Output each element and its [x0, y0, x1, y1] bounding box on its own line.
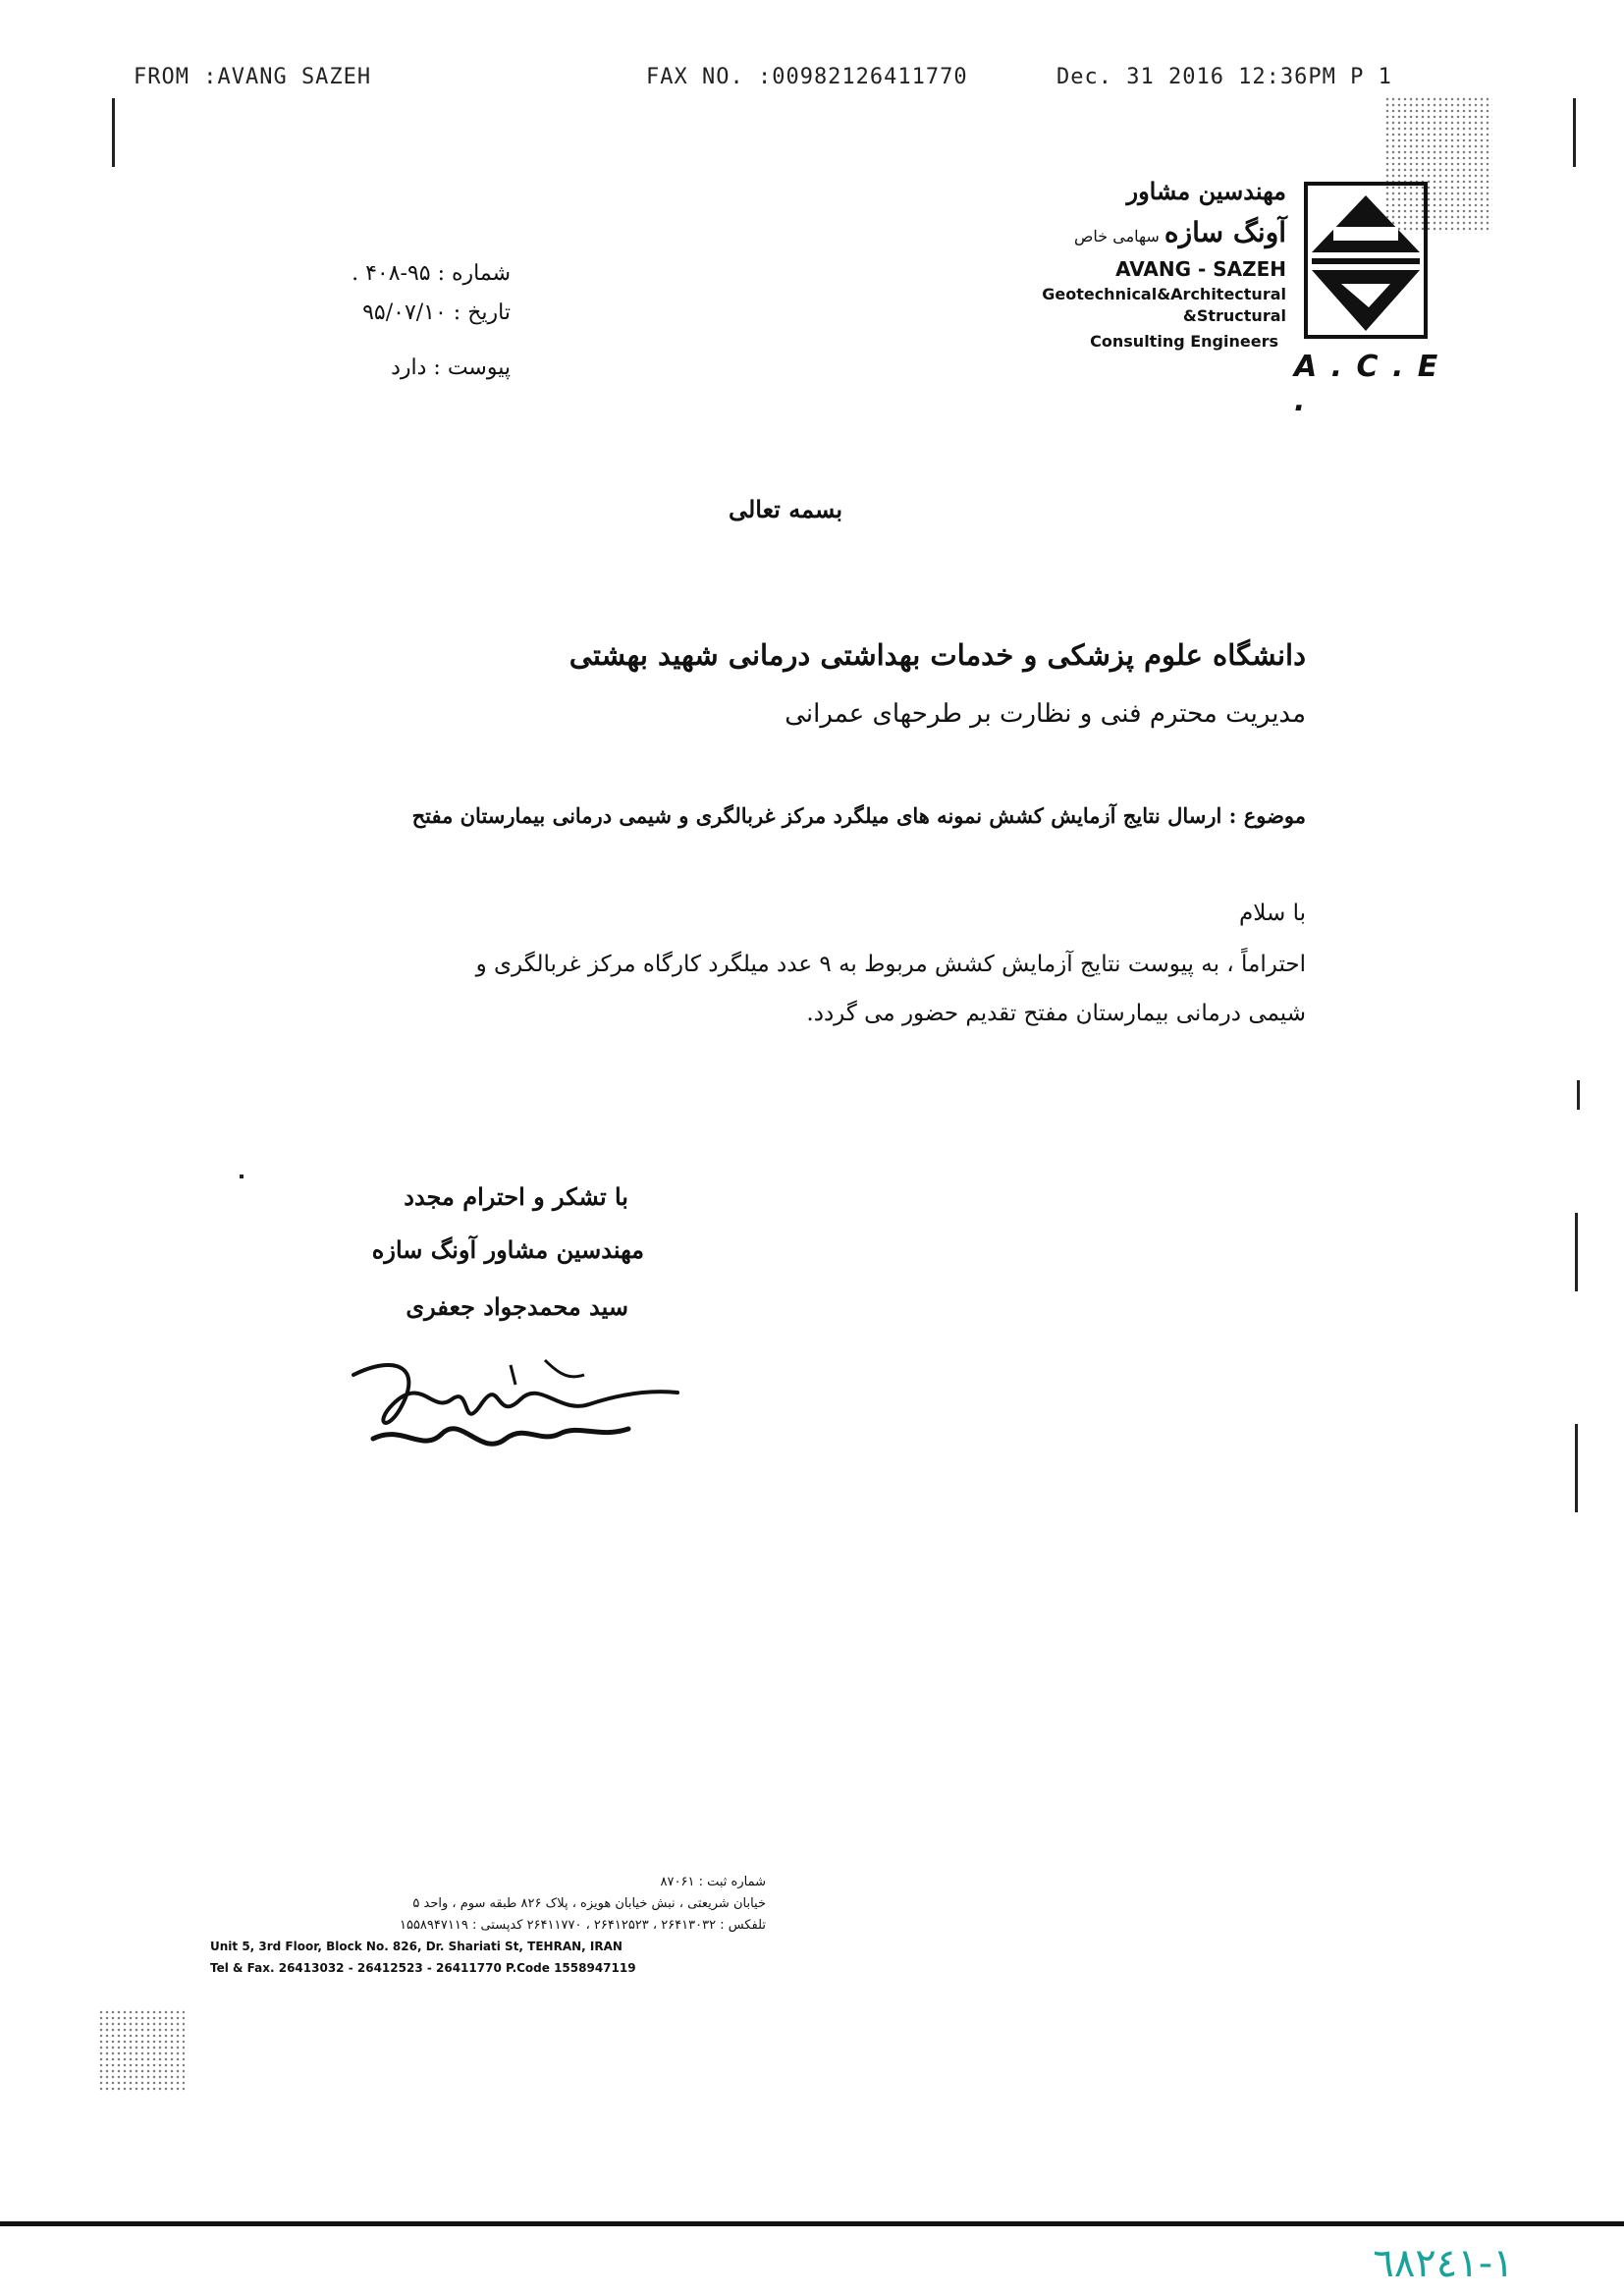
letter-number: شماره : ۹۵-۴۰۸ .	[352, 261, 511, 286]
firm-name-fa-row	[1011, 216, 1286, 255]
scan-mark-left	[112, 98, 115, 167]
recipient-org: دانشگاه علوم پزشکی و خدمات بهداشتی درمانی شهید بهشتی	[568, 638, 1306, 672]
footer-address-en: Unit 5, 3rd Floor, Block No. 826, Dr. Shariati St, TEHRAN, IRAN	[210, 1940, 623, 1953]
signature-icon	[334, 1345, 687, 1473]
closing: با تشکر و احترام مجدد	[404, 1182, 628, 1211]
footer-phones-fa: تلفکس : ۲۶۴۱۳۰۳۲ ، ۲۶۴۱۲۵۲۳ ، ۲۶۴۱۱۷۷۰ کدپستی : ۱۵۵۸۹۴۷۱۱۹	[399, 1918, 766, 1933]
sender-name: سید محمدجواد جعفری	[406, 1292, 628, 1321]
scan-mark-right-lower	[1575, 1213, 1578, 1291]
letter-subject: موضوع : ارسال نتایج آزمایش کشش نمونه های میلگرد مرکز غربالگری و شیمی درمانی بیمارستان مفتح	[411, 803, 1306, 828]
sender-firm: مهندسین مشاور آونگ سازه	[371, 1235, 644, 1264]
fax-from: FROM :AVANG SAZEH	[134, 65, 372, 89]
footer-address-fa: خیابان شریعتی ، نبش خیابان هویزه ، پلاک ۸۲۶ طبقه سوم ، واحد ۵	[412, 1896, 766, 1911]
letter-date: تاریخ : ۹۵/۰۷/۱۰	[362, 301, 511, 325]
bottom-rule	[0, 2221, 1624, 2226]
firm-type-fa: سهامی خاص	[1074, 227, 1160, 246]
greeting: با سلام	[1239, 901, 1306, 926]
handwritten-number: ١-٦٨٢٤١	[1373, 2241, 1514, 2286]
company-logo	[1304, 182, 1428, 339]
footer-phones-en: Tel & Fax. 26413032 - 26412523 - 26411770 P.Code 1558947119	[210, 1961, 636, 1975]
firm-name-fa: آونگ سازه	[1164, 216, 1286, 248]
firm-abbr: A . C . E .	[1294, 350, 1440, 418]
letter-attachment: پیوست : دارد	[391, 355, 511, 380]
body-line-2: شیمی درمانی بیمارستان مفتح تقدیم حضور می گردد.	[806, 1001, 1306, 1026]
firm-line1-en: Geotechnical&Architectural	[1042, 285, 1286, 303]
bismillah: بسمه تعالی	[728, 495, 843, 523]
scan-mark-right-bottom	[1575, 1424, 1578, 1512]
scan-mark-right-top	[1573, 98, 1576, 167]
recipient-dept: مدیریت محترم فنی و نظارت بر طرحهای عمرانی	[785, 699, 1306, 729]
fax-number: FAX NO. :00982126411770	[646, 65, 968, 89]
footer-registration: شماره ثبت : ۸۷۰۶۱	[660, 1875, 766, 1889]
ace-logo-icon	[1304, 182, 1428, 339]
firm-line2-en: &Structural	[1182, 306, 1286, 325]
scan-mark-right-mid	[1577, 1080, 1580, 1110]
firm-title-fa: مهندسین مشاور	[1126, 177, 1286, 205]
fax-datetime: Dec. 31 2016 12:36PM P 1	[1056, 65, 1392, 89]
firm-line3-en: Consulting Engineers	[1090, 332, 1278, 351]
firm-name-en: AVANG - SAZEH	[1115, 257, 1286, 281]
scan-dot	[240, 1175, 244, 1178]
body-line-1: احتراماً ، به پیوست نتایج آزمایش کشش مربوط به ۹ عدد میلگرد کارگاه مرکز غربالگری و	[475, 952, 1306, 977]
signature	[334, 1345, 687, 1473]
footer-stamp-noise	[98, 2009, 185, 2092]
